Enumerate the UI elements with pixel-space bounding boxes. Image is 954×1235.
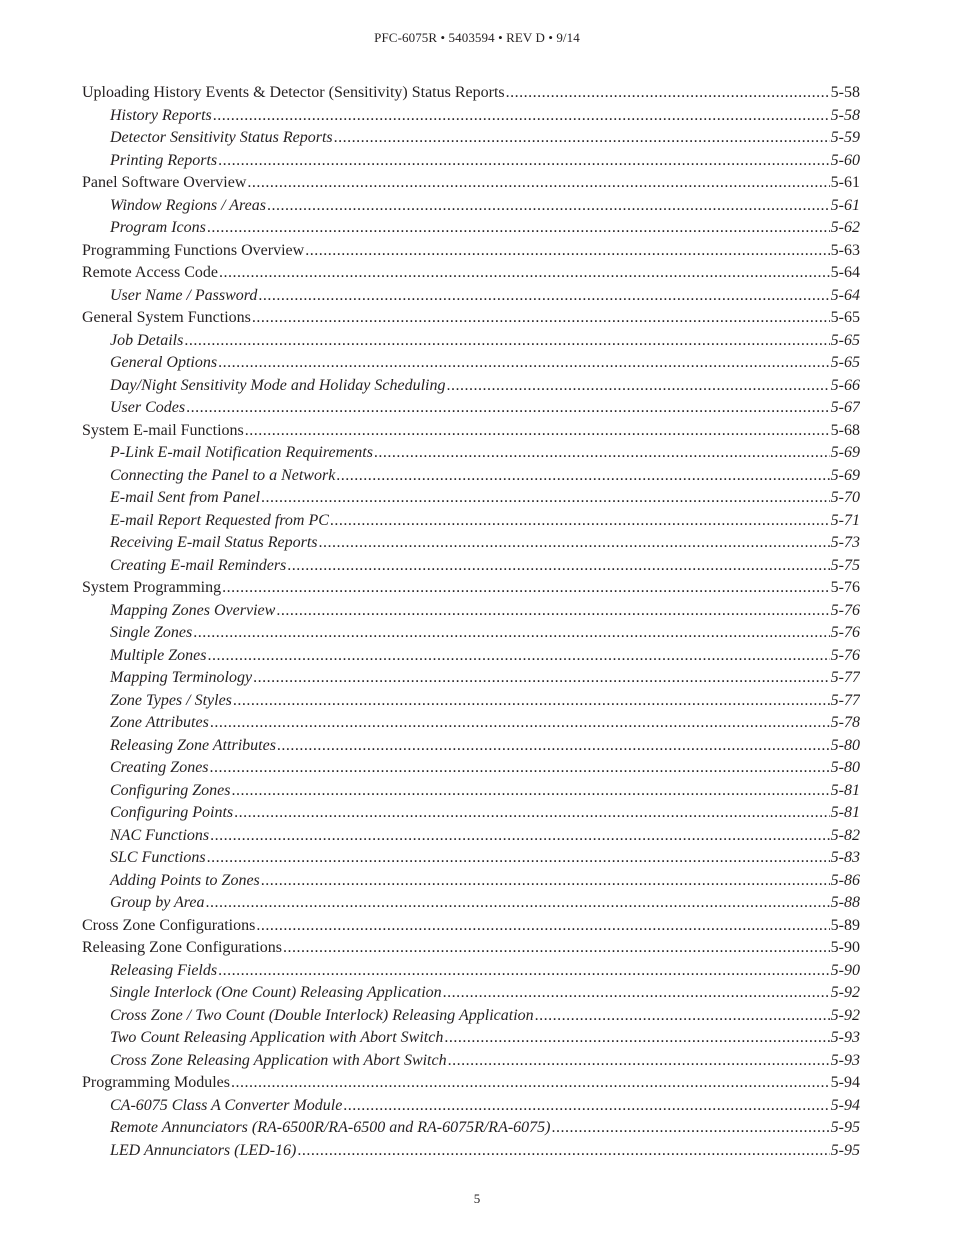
- dot-leader: [218, 960, 830, 983]
- toc-entry-page: 5-65: [830, 331, 860, 349]
- toc-entry-title: Zone Types / Styles: [110, 691, 232, 709]
- toc-subentry: [82, 1050, 860, 1073]
- dot-leader: [210, 757, 830, 780]
- toc-subentry: [82, 690, 860, 713]
- toc-subentry: [82, 1095, 860, 1118]
- toc-entry-title: Group by Area: [110, 894, 205, 911]
- toc-entry-title: Single Interlock (One Count) Releasing Application: [110, 984, 442, 1001]
- toc-subentry: [82, 1117, 860, 1140]
- dot-leader: [222, 577, 830, 600]
- dot-leader: [206, 892, 830, 915]
- toc-entry-title: NAC Functions: [110, 826, 210, 844]
- dot-leader: [245, 420, 830, 443]
- toc-entry-page: 5-59: [830, 129, 860, 146]
- toc-entry-page: 5-88: [830, 894, 860, 911]
- toc-entry-page: 5-58: [830, 84, 860, 101]
- toc-entry-title: CA-6075 Class A Converter Module: [110, 1096, 343, 1114]
- toc-entry: [82, 172, 860, 195]
- toc-entry-page: 5-69: [830, 466, 860, 484]
- toc-entry-page: 5-66: [830, 376, 860, 394]
- toc-entry-page: 5-76: [830, 624, 860, 641]
- toc-entry-title: Remote Annunciators (RA-6500R/RA-6500 and RA-6075R/RA-6075): [110, 1119, 551, 1136]
- toc-entry-title: E-mail Sent from Panel: [110, 489, 261, 506]
- toc-entry-page: 5-90: [830, 939, 860, 956]
- toc-entry-page: 5-93: [830, 1029, 860, 1046]
- toc-subentry: [82, 667, 860, 690]
- dot-leader: [218, 352, 830, 375]
- toc-subentry: [82, 330, 860, 353]
- toc-entry-title: P-Link E-mail Notification Requirements: [110, 444, 373, 461]
- dot-leader: [231, 1072, 830, 1095]
- toc-subentry: [82, 1140, 860, 1163]
- dot-leader: [444, 1027, 829, 1050]
- toc-entry-page: 5-94: [830, 1074, 860, 1091]
- dot-leader: [219, 262, 830, 285]
- dot-leader: [193, 622, 829, 645]
- dot-leader: [535, 1005, 830, 1028]
- toc-subentry: [82, 397, 860, 420]
- dot-leader: [297, 1140, 829, 1163]
- toc-subentry: [82, 1027, 860, 1050]
- toc-entry: [82, 307, 860, 330]
- toc-entry-title: Printing Reports: [110, 151, 218, 169]
- toc-entry-title: Creating E-mail Reminders: [110, 556, 287, 574]
- toc-entry-title: Day/Night Sensitivity Mode and Holiday Scheduling: [110, 376, 446, 394]
- toc-entry-title: Multiple Zones: [110, 646, 207, 664]
- toc-entry-page: 5-64: [830, 264, 860, 281]
- toc-entry-title: Mapping Zones Overview: [110, 601, 276, 619]
- toc-entry-page: 5-73: [830, 534, 860, 551]
- toc-entry: [82, 915, 860, 938]
- dot-leader: [258, 285, 829, 308]
- toc-entry-title: Job Details: [110, 331, 184, 349]
- toc-entry-page: 5-89: [830, 916, 860, 934]
- toc-entry: [82, 82, 860, 105]
- toc-entry: [82, 1072, 860, 1095]
- dot-leader: [210, 712, 830, 735]
- page-number: 5: [473, 1191, 481, 1206]
- dot-leader: [252, 307, 830, 330]
- dot-leader: [305, 240, 829, 263]
- toc-subentry: [82, 555, 860, 578]
- toc-entry-title: System E-mail Functions: [82, 421, 244, 439]
- toc-entry-page: 5-95: [830, 1141, 860, 1159]
- toc-entry-page: 5-68: [830, 421, 860, 439]
- toc-subentry: [82, 375, 860, 398]
- toc-entry-title: System Programming: [82, 579, 222, 596]
- toc-entry-page: 5-90: [830, 961, 860, 979]
- toc-entry-title: LED Annunciators (LED-16): [110, 1141, 297, 1159]
- toc-entry-page: 5-58: [830, 106, 860, 124]
- toc-entry: [82, 937, 860, 960]
- toc-entry-title: Receiving E-mail Status Reports: [110, 534, 318, 551]
- toc-entry-page: 5-65: [830, 309, 860, 326]
- toc-entry-page: 5-78: [830, 714, 860, 731]
- toc-entry-page: 5-61: [830, 174, 860, 191]
- toc-entry-title: Two Count Releasing Application with Abort Switch: [110, 1029, 444, 1046]
- dot-leader: [276, 600, 829, 623]
- toc-subentry: [82, 442, 860, 465]
- toc-subentry: [82, 870, 860, 893]
- toc-entry-title: Program Icons: [110, 219, 206, 236]
- toc-entry-title: Configuring Zones: [110, 781, 231, 799]
- toc-entry-page: 5-92: [830, 1006, 860, 1024]
- dot-leader: [447, 375, 830, 398]
- toc-entry-title: Zone Attributes: [110, 714, 209, 731]
- toc-subentry: [82, 195, 860, 218]
- toc-entry-title: Uploading History Events & Detector (Sensitivity) Status Reports: [82, 84, 505, 101]
- toc-subentry: [82, 105, 860, 128]
- toc-entry-page: 5-77: [830, 691, 860, 709]
- toc-entry-page: 5-60: [830, 151, 860, 169]
- dot-leader: [253, 667, 830, 690]
- toc-entry-page: 5-61: [830, 196, 860, 214]
- dot-leader: [336, 465, 829, 488]
- toc-entry-title: Releasing Zone Configurations: [82, 939, 282, 956]
- table-of-contents: [82, 82, 860, 1162]
- toc-entry-page: 5-81: [830, 781, 860, 799]
- toc-subentry: [82, 847, 860, 870]
- dot-leader: [319, 532, 830, 555]
- dot-leader: [267, 195, 830, 218]
- toc-entry-title: Creating Zones: [110, 759, 209, 776]
- toc-entry-title: Cross Zone / Two Count (Double Interlock) Releasing Application: [110, 1006, 534, 1024]
- toc-entry-title: E-mail Report Requested from PC: [110, 511, 329, 529]
- toc-entry-title: Panel Software Overview: [82, 174, 247, 191]
- dot-leader: [233, 690, 830, 713]
- toc-subentry: [82, 285, 860, 308]
- page-header: PFC-6075R • 5403594 • REV D • 9/14: [374, 30, 580, 45]
- toc-subentry: [82, 465, 860, 488]
- dot-leader: [207, 645, 829, 668]
- toc-entry-page: 5-62: [830, 219, 860, 236]
- toc-entry-page: 5-76: [830, 646, 860, 664]
- toc-subentry: [82, 150, 860, 173]
- toc-entry-title: Window Regions / Areas: [110, 196, 266, 214]
- toc-entry-title: General System Functions: [82, 309, 251, 326]
- dot-leader: [287, 555, 829, 578]
- dot-leader: [277, 735, 830, 758]
- toc-entry-title: Releasing Zone Attributes: [110, 736, 276, 754]
- toc-entry-title: Programming Modules: [82, 1074, 230, 1091]
- toc-subentry: [82, 127, 860, 150]
- toc-entry-title: History Reports: [110, 106, 212, 124]
- toc-entry-page: 5-65: [830, 354, 860, 371]
- toc-entry-page: 5-77: [830, 669, 860, 686]
- toc-entry-title: Remote Access Code: [82, 264, 218, 281]
- toc-entry: [82, 240, 860, 263]
- toc-entry-page: 5-69: [830, 444, 860, 461]
- toc-entry-title: Mapping Terminology: [110, 669, 253, 686]
- toc-entry-page: 5-93: [830, 1051, 860, 1069]
- toc-entry-page: 5-70: [830, 489, 860, 506]
- toc-entry-title: SLC Functions: [110, 849, 206, 866]
- toc-entry-title: General Options: [110, 354, 218, 371]
- toc-subentry: [82, 982, 860, 1005]
- toc-entry-page: 5-86: [830, 871, 860, 889]
- dot-leader: [374, 442, 830, 465]
- dot-leader: [343, 1095, 829, 1118]
- toc-entry-page: 5-76: [830, 579, 860, 596]
- toc-subentry: [82, 735, 860, 758]
- toc-entry-page: 5-71: [830, 511, 860, 529]
- toc-subentry: [82, 1005, 860, 1028]
- dot-leader: [443, 982, 830, 1005]
- dot-leader: [231, 780, 829, 803]
- toc-entry-page: 5-67: [830, 399, 860, 416]
- toc-subentry: [82, 352, 860, 375]
- toc-entry-title: Adding Points to Zones: [110, 871, 260, 889]
- toc-entry-title: User Name / Password: [110, 286, 258, 304]
- dot-leader: [552, 1117, 830, 1140]
- dot-leader: [261, 870, 830, 893]
- toc-entry-page: 5-95: [830, 1119, 860, 1136]
- toc-entry-page: 5-75: [830, 556, 860, 574]
- dot-leader: [234, 802, 830, 825]
- toc-subentry: [82, 960, 860, 983]
- dot-leader: [448, 1050, 830, 1073]
- toc-subentry: [82, 510, 860, 533]
- toc-entry-page: 5-94: [830, 1096, 860, 1114]
- toc-subentry: [82, 532, 860, 555]
- toc-entry-page: 5-63: [830, 241, 860, 259]
- toc-entry-title: Releasing Fields: [110, 961, 218, 979]
- toc-entry: [82, 577, 860, 600]
- toc-entry: [82, 420, 860, 443]
- dot-leader: [506, 82, 830, 105]
- dot-leader: [210, 825, 830, 848]
- toc-entry-title: Programming Functions Overview: [82, 241, 305, 259]
- dot-leader: [218, 150, 830, 173]
- toc-subentry: [82, 712, 860, 735]
- dot-leader: [256, 915, 829, 938]
- toc-entry-title: Configuring Points: [110, 804, 234, 821]
- toc-entry-title: Cross Zone Releasing Application with Abort Switch: [110, 1051, 447, 1069]
- toc-entry-page: 5-81: [830, 804, 860, 821]
- dot-leader: [330, 510, 830, 533]
- dot-leader: [261, 487, 830, 510]
- toc-entry-page: 5-92: [830, 984, 860, 1001]
- toc-subentry: [82, 600, 860, 623]
- dot-leader: [184, 330, 829, 353]
- toc-subentry: [82, 892, 860, 915]
- toc-entry-title: Cross Zone Configurations: [82, 916, 256, 934]
- toc-entry-title: Detector Sensitivity Status Reports: [110, 129, 333, 146]
- toc-entry-title: Single Zones: [110, 624, 193, 641]
- dot-leader: [207, 217, 830, 240]
- toc-entry-page: 5-76: [830, 601, 860, 619]
- toc-entry-page: 5-83: [830, 849, 860, 866]
- dot-leader: [207, 847, 830, 870]
- toc-entry-title: User Codes: [110, 399, 186, 416]
- toc-entry-page: 5-64: [830, 286, 860, 304]
- dot-leader: [247, 172, 829, 195]
- toc-subentry: [82, 757, 860, 780]
- toc-entry-page: 5-82: [830, 826, 860, 844]
- dot-leader: [283, 937, 830, 960]
- toc-subentry: [82, 622, 860, 645]
- toc-entry: [82, 262, 860, 285]
- toc-subentry: [82, 825, 860, 848]
- toc-entry-page: 5-80: [830, 759, 860, 776]
- dot-leader: [334, 127, 830, 150]
- toc-subentry: [82, 645, 860, 668]
- toc-subentry: [82, 217, 860, 240]
- dot-leader: [213, 105, 830, 128]
- toc-subentry: [82, 780, 860, 803]
- toc-subentry: [82, 487, 860, 510]
- toc-entry-title: Connecting the Panel to a Network: [110, 466, 336, 484]
- toc-subentry: [82, 802, 860, 825]
- dot-leader: [186, 397, 830, 420]
- toc-entry-page: 5-80: [830, 736, 860, 754]
